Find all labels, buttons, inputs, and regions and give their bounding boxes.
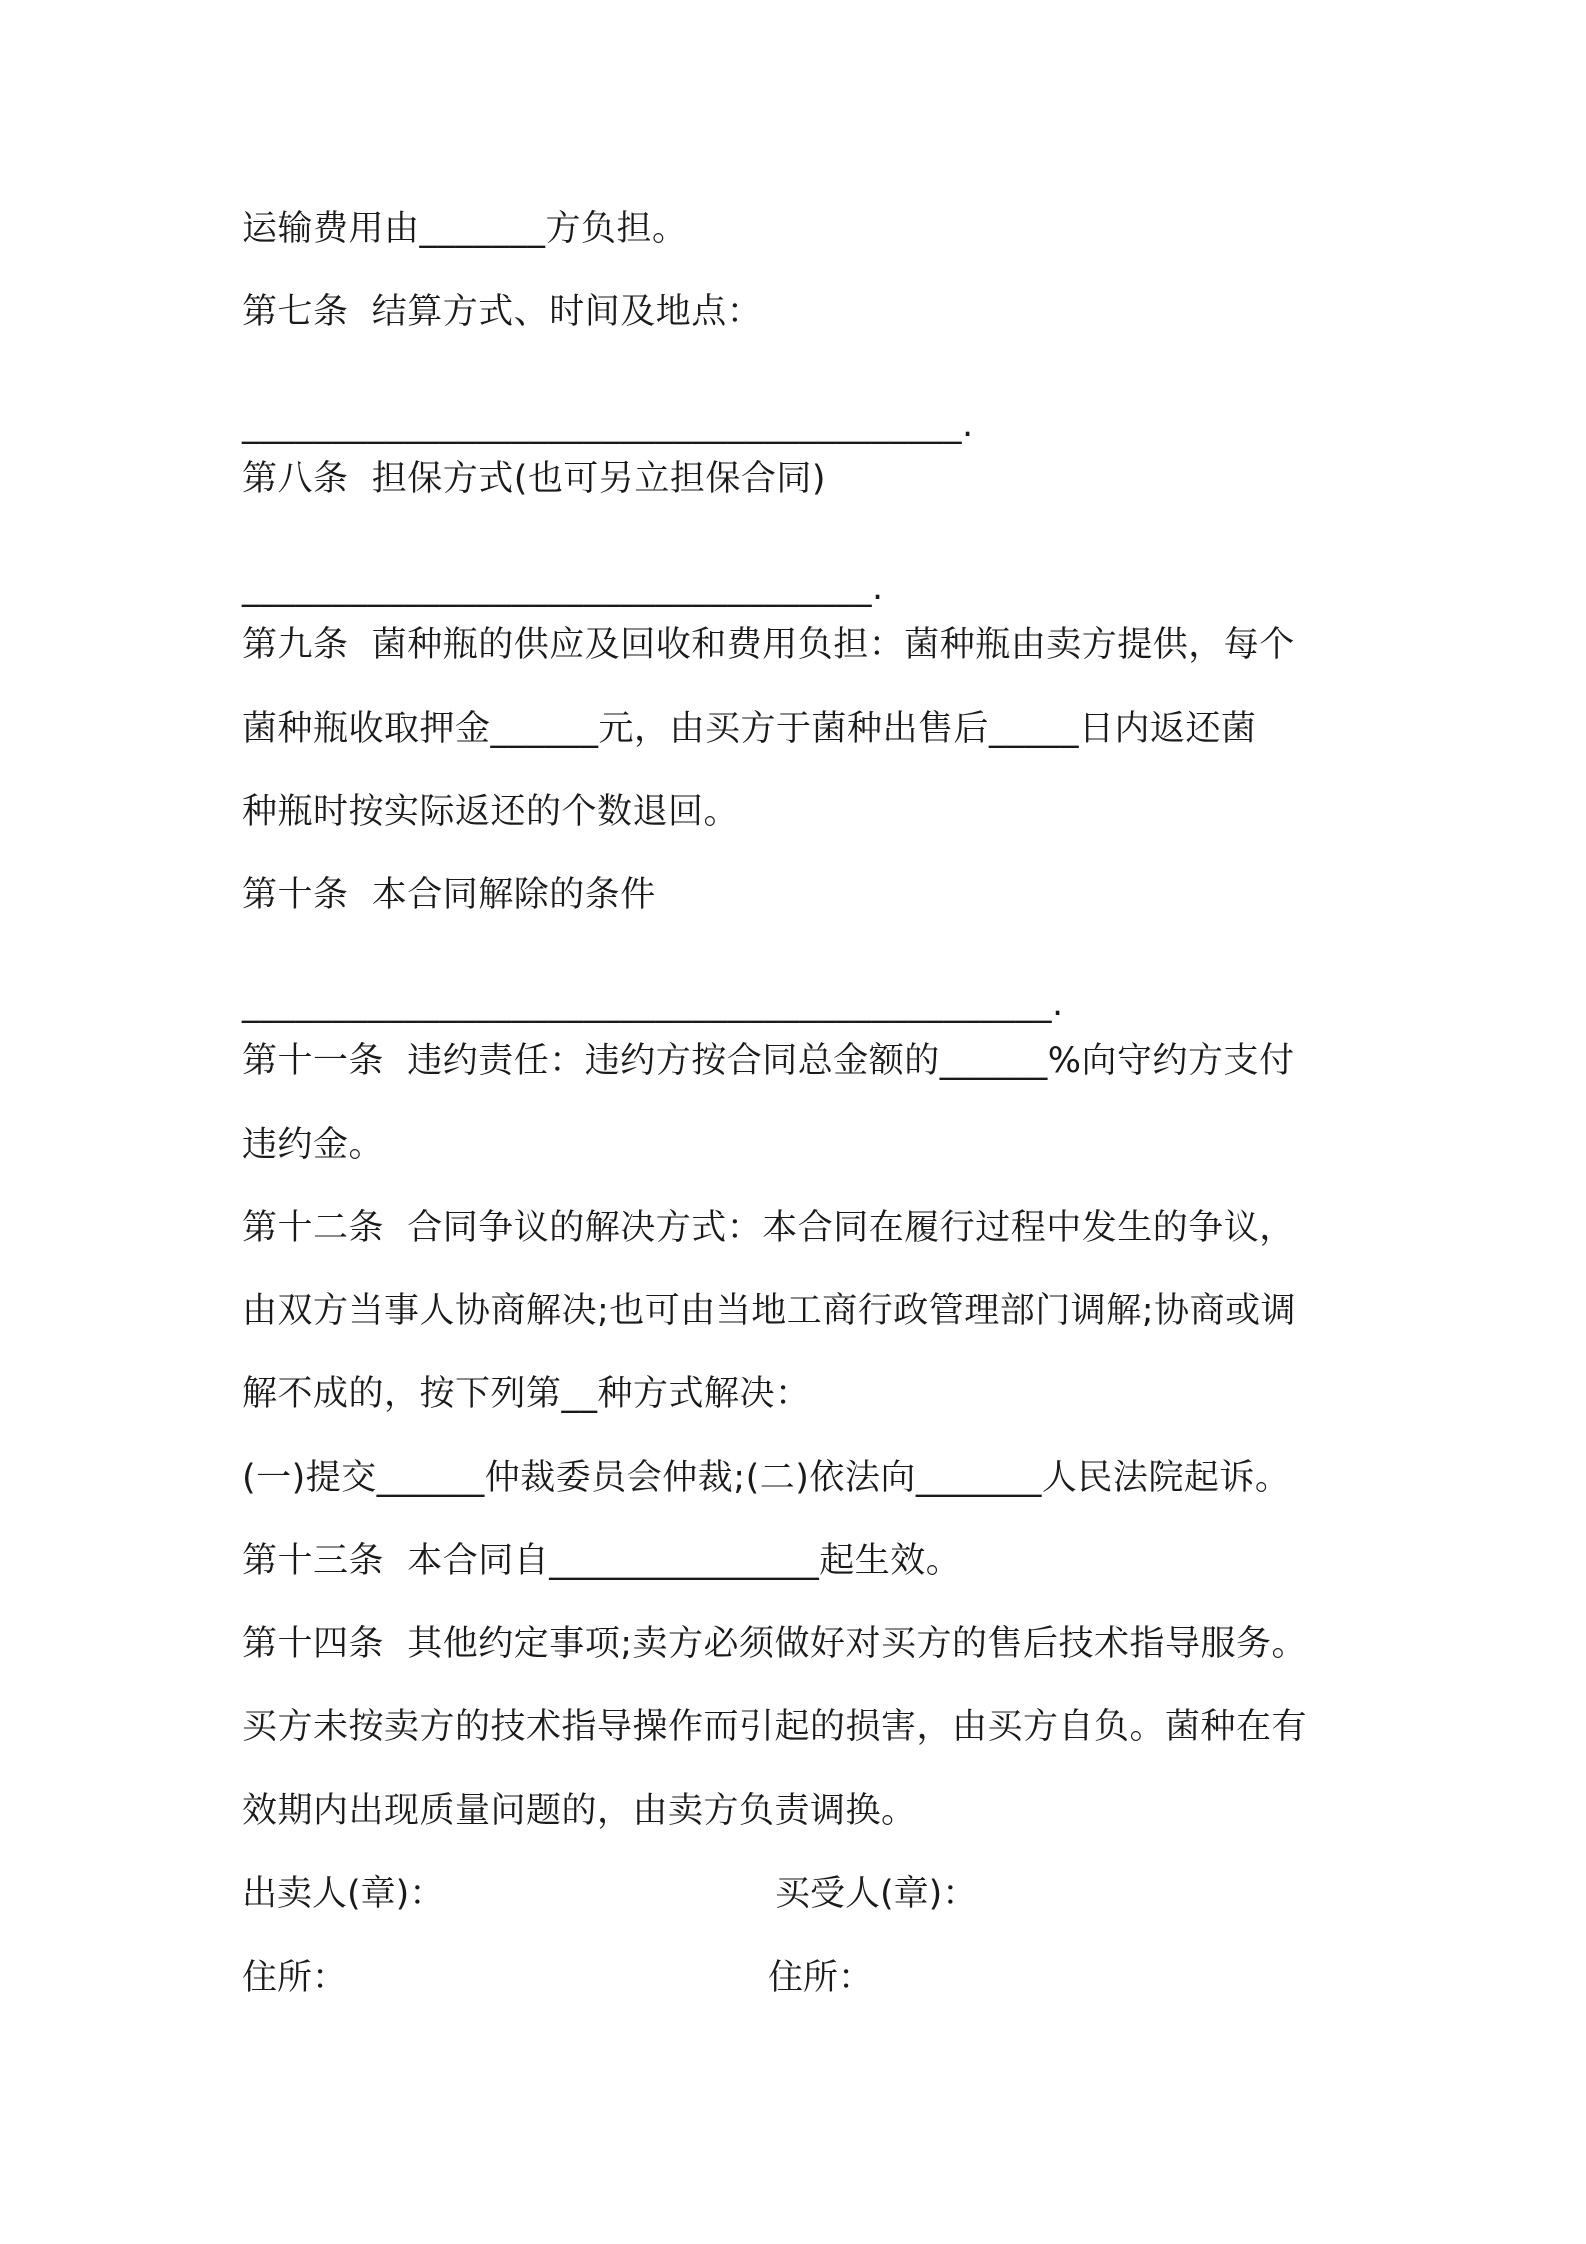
seller-seal-label: 出卖人(章)： bbox=[242, 1874, 445, 1914]
article-14-line-1: 第十四条 其他约定事项;卖方必须做好对买方的售后技术指导服务。 bbox=[242, 1624, 1308, 1664]
article-11-line-2: 违约金。 bbox=[242, 1125, 385, 1165]
article-9-line-3: 种瓶时按实际返还的个数退回。 bbox=[242, 792, 740, 832]
article-10-heading: 第十条 本合同解除的条件 bbox=[242, 875, 656, 915]
article-9-line-2: 菌种瓶收取押金______元，由买方于菌种出售后_____日内返还菌 bbox=[242, 709, 1257, 749]
article-12-line-1: 第十二条 合同争议的解决方式：本合同在履行过程中发生的争议， bbox=[242, 1208, 1295, 1248]
article-12-line-3: 解不成的，按下列第__种方式解决： bbox=[242, 1374, 811, 1414]
article-7-blank-line: ________________________________________. bbox=[242, 405, 974, 445]
article-13-line: 第十三条 本合同自_______________起生效。 bbox=[242, 1541, 962, 1581]
article-9-line-1: 第九条 菌种瓶的供应及回收和费用负担：菌种瓶由卖方提供，每个 bbox=[242, 625, 1295, 665]
article-10-blank-line: _____________________________________________. bbox=[242, 984, 1064, 1024]
article-14-line-3: 效期内出现质量问题的，由卖方负责调换。 bbox=[242, 1791, 917, 1831]
seller-address-label: 住所： bbox=[242, 1958, 348, 1998]
article-8-blank-line: ___________________________________. bbox=[242, 568, 884, 608]
article-12-line-2: 由双方当事人协商解决;也可由当地工商行政管理部门调解;协商或调 bbox=[242, 1291, 1297, 1331]
article-12-line-4: (一)提交______仲裁委员会仲裁;(二)依法向_______人民法院起诉。 bbox=[242, 1458, 1291, 1498]
article-11-line-1: 第十一条 违约责任：违约方按合同总金额的______%向守约方支付 bbox=[242, 1041, 1295, 1081]
article-14-line-2: 买方未按卖方的技术指导操作而引起的损害，由买方自负。菌种在有 bbox=[242, 1707, 1308, 1747]
buyer-seal-label: 买受人(章)： bbox=[775, 1874, 978, 1914]
article-8-heading: 第八条 担保方式(也可另立担保合同) bbox=[242, 459, 827, 499]
paragraph-line-transport-fee: 运输费用由_______方负担。 bbox=[242, 209, 688, 249]
buyer-address-label: 住所： bbox=[768, 1958, 874, 1998]
article-7-heading: 第七条 结算方式、时间及地点： bbox=[242, 292, 763, 332]
